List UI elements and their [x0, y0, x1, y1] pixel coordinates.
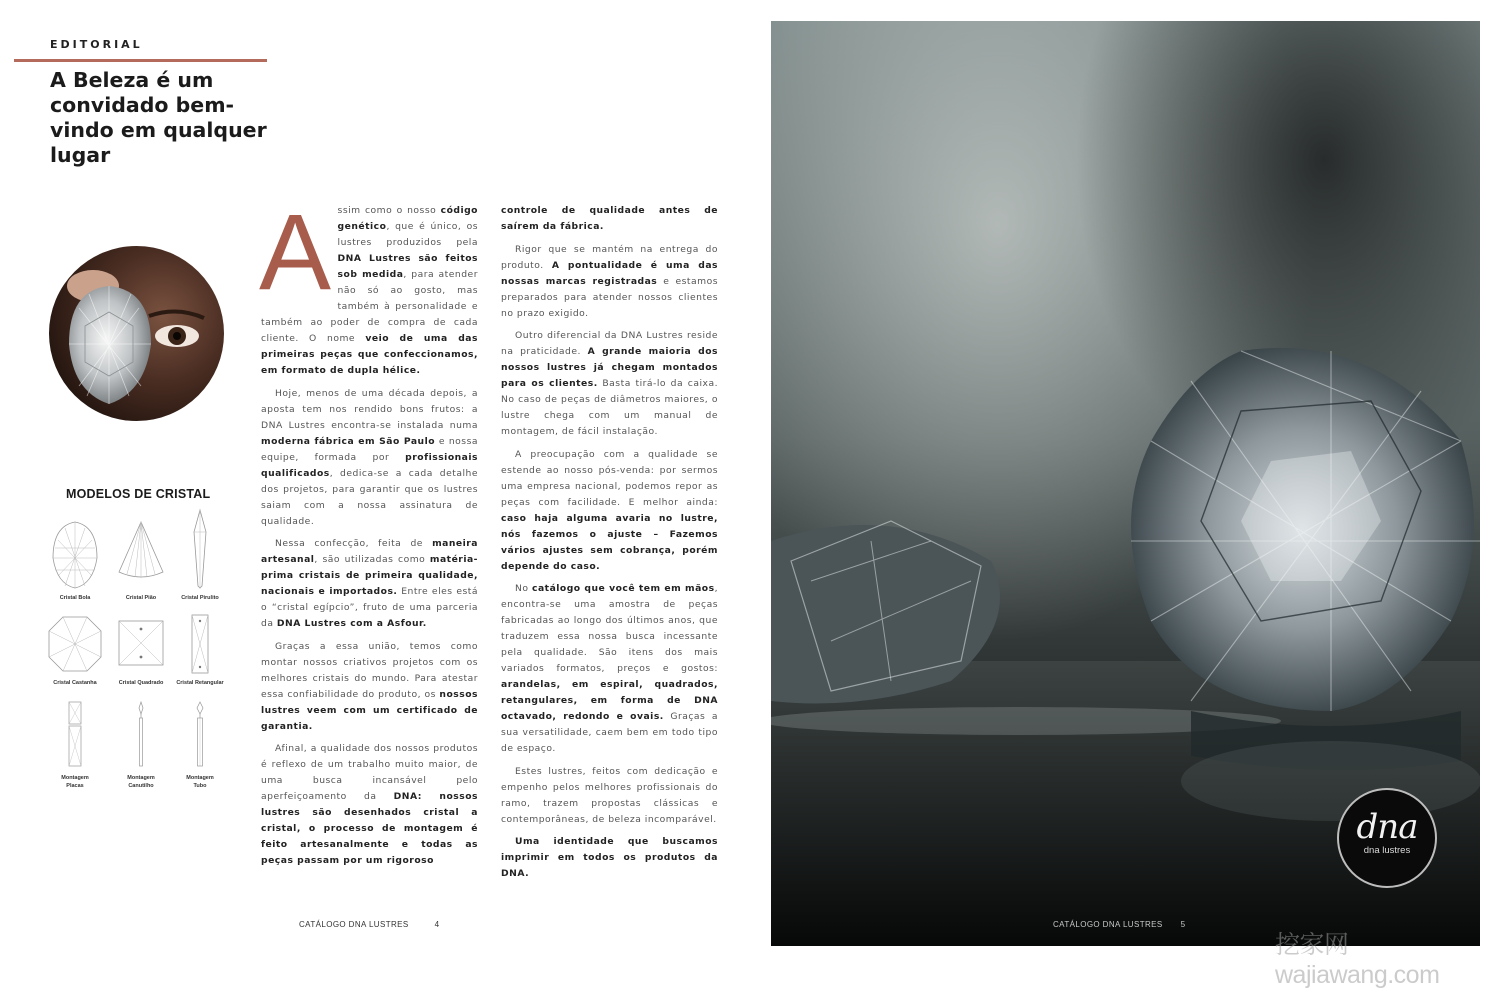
page-footer-left [299, 920, 440, 929]
model-name: Cristal Pirulito [181, 595, 219, 601]
text-run: Graças a sua versatilidade, caem bem em todo tipo de espaço. [501, 711, 719, 754]
strand-plates-icon [37, 700, 113, 770]
body-paragraph [501, 447, 718, 575]
model-name: Montagem Tubo [186, 775, 214, 789]
crystal-photo-page [771, 21, 1480, 946]
text-run: DNA Lustres com a Asfour. [276, 618, 427, 629]
model-name: Cristal Castanha [53, 680, 97, 686]
crystal-ball-icon [37, 518, 113, 590]
watermark: 挖家网 wajiawang.com [1275, 931, 1440, 989]
text-run: Rigor que se mantém na entrega do produto. [501, 243, 718, 271]
crystal-rectangle-icon [162, 613, 238, 675]
text-run: No [515, 583, 533, 594]
logo-subtitle: dna lustres [1363, 845, 1411, 856]
body-paragraph [501, 581, 718, 757]
body-paragraph [261, 741, 478, 869]
drop-cap: A [259, 191, 332, 312]
model-name: Montagem Placas [61, 775, 89, 789]
text-run: e nossa equipe, formada por [261, 435, 478, 463]
model-item [37, 700, 113, 790]
text-run: A pontualidade é uma das nossas marcas registradas [501, 259, 718, 287]
page-number: 4 [434, 920, 440, 929]
body-column-2 [501, 203, 718, 889]
model-item [162, 613, 238, 687]
text-run: Entre eles está o “cristal egípcio”, fruto de uma parceria da [261, 586, 478, 629]
strand-tube-icon [162, 700, 238, 770]
text-run: nossos lustres veem com um certificado de garantia. [261, 688, 478, 732]
page-headline: A Beleza é um convidado bem-vindo em qualquer lugar [50, 68, 267, 167]
body-column-1 [259, 191, 478, 876]
text-run: caso haja alguma avaria no lustre, nós fazemos o ajuste – Fazemos vários ajustes sem cobrança, porém depende do caso. [501, 512, 718, 572]
text-run: Graças a essa união, temos como montar nossos criativos projetos com os melhores cristais do mundo. Para atestar essa confiabilidade do produto, os [261, 640, 478, 700]
text-run: A grande maioria dos nossos lustres já chegam montados para os clientes. [501, 346, 718, 389]
text-run: arandelas, em espiral, quadrados, retangulares, em forma de DNA octavado, redondo e ovais. [501, 679, 718, 722]
text-run: Outro diferencial da DNA Lustres reside na praticidade. [501, 330, 718, 357]
body-paragraph [501, 764, 718, 828]
model-item [162, 700, 238, 790]
model-name: Cristal Bola [59, 595, 91, 601]
logo-mark: dna [1356, 807, 1418, 847]
model-item [37, 518, 113, 602]
model-name: Cristal Quadrado [118, 680, 164, 686]
crystal-octagon-icon [37, 613, 113, 675]
text-run: ssim como o nosso [337, 205, 441, 216]
body-paragraph [261, 639, 478, 735]
body-paragraph [261, 386, 478, 530]
body-paragraph [501, 242, 718, 322]
text-run: Nessa confecção, feita de [275, 538, 433, 549]
page-footer-right [1053, 920, 1186, 929]
text-run: , que é único, os lustres produzidos pela [337, 221, 478, 248]
text-run: veio de uma das primeiras peças que confeccionamos, em formato de dupla hélice. [261, 333, 478, 376]
text-run: moderna fábrica em São Paulo [261, 435, 436, 447]
text-run: Basta tirá-lo da caixa. No caso de peças de diâmetros maiores, o lustre chega com um manual de montagem, de fácil instalação. [501, 378, 718, 437]
footer-label: CATÁLOGO DNA LUSTRES [1053, 920, 1163, 929]
body-paragraph [261, 536, 478, 632]
section-rule [14, 59, 267, 62]
text-run: e estamos preparados para atender nossos clientes no prazo exigido. [501, 275, 718, 319]
text-run: , para atender não só ao gosto, mas também à personalidade e também ao poder de compra de cada cliente. O nome [261, 269, 478, 344]
text-run: catálogo que você tem em mãos [532, 583, 715, 594]
text-run: Estes lustres, feitos com dedicação e empenho pelos melhores profissionais do ramo, trazem propostas clássicas e contemporâneas, de beleza incomparável. [501, 765, 718, 825]
body-paragraph [501, 328, 718, 440]
footer-label: CATÁLOGO DNA LUSTRES [299, 920, 409, 929]
model-item [162, 508, 238, 602]
text-run: Uma identidade que buscamos imprimir em todos os produtos da DNA. [501, 836, 718, 879]
crystal-pendant-icon [162, 508, 238, 590]
text-run: , são utilizadas como [314, 554, 430, 565]
models-title: MODELOS DE CRISTAL [66, 487, 211, 501]
text-run: DNA Lustres são feitos sob medida [337, 253, 478, 280]
dna-logo [1337, 788, 1437, 888]
text-run: Hoje, menos de uma década depois, a aposta tem nos rendido bons frutos: a DNA Lustres encontra-se instalada numa [261, 387, 478, 431]
text-run: A preocupação com a qualidade se estende ao nosso pós-venda: por sermos uma empresa nacional, podemos repor as peças com facilidade. E melhor ainda: [501, 448, 718, 508]
text-run: profissionais qualificados [261, 451, 478, 479]
text-run: , dedica-se a cada detalhe dos projetos, para garantir que os lustres saiam com a nossa assinatura de qualidade. [261, 467, 478, 527]
section-label: EDITORIAL [50, 38, 143, 51]
crystal-photo-circle [49, 246, 224, 421]
body-paragraph [501, 834, 718, 882]
model-item [37, 613, 113, 687]
text-run: Afinal, a qualidade dos nossos produtos é reflexo de um trabalho muito maior, de uma busca incansável pelo aperfeiçoamento da [261, 743, 478, 802]
model-name: Montagem Canutilho [127, 775, 155, 789]
model-name: Cristal Pião [125, 595, 157, 601]
text-run: matéria-prima cristais de primeira qualidade, nacionais e importados. [261, 554, 478, 597]
text-run: , encontra-se uma amostra de peças fabricadas ao longo dos últimos anos, que traduzem essa nossa busca incessante pela qualidade. São itens dos mais variados formatos, preços e gostos: [501, 583, 718, 674]
text-run: controle de qualidade antes de saírem da fábrica. [501, 205, 718, 232]
model-name: Cristal Retangular [176, 680, 224, 686]
text-run: código genético [337, 205, 478, 232]
page-number: 5 [1180, 920, 1186, 929]
body-paragraph [501, 203, 718, 235]
text-run: DNA: nossos lustres são desenhados cristal a cristal, o processo de montagem é feito artesanalmente e todas as peças passam por um rigoroso [261, 791, 478, 866]
text-run: maneira artesanal [261, 538, 478, 565]
